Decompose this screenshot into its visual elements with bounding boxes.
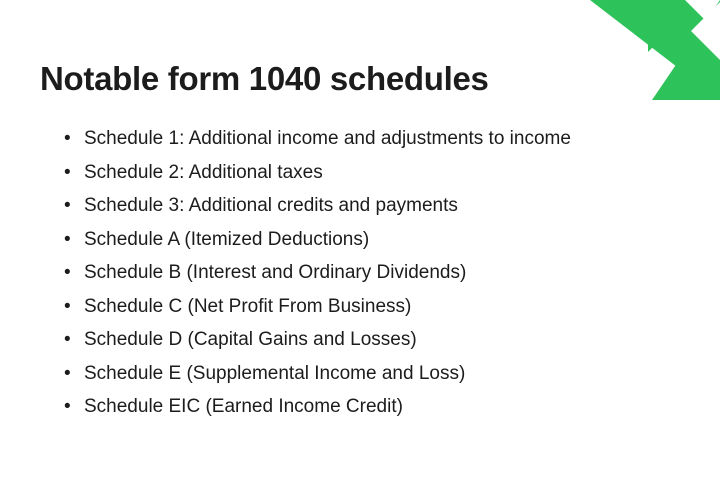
schedules-list [58, 122, 688, 424]
page-title: Notable form 1040 schedules [40, 60, 489, 98]
list-item: • Schedule E (Supplemental Income and Loss) [58, 357, 688, 391]
green-triangles-corner-icon [590, 0, 720, 100]
list-item: • Schedule 2: Additional taxes [58, 156, 688, 190]
list-item: • Schedule D (Capital Gains and Losses) [58, 323, 688, 357]
list-item: • Schedule 3: Additional credits and payments [58, 189, 688, 223]
list-item: • Schedule C (Net Profit From Business) [58, 290, 688, 324]
list-item: • Schedule 1: Additional income and adjustments to income [58, 122, 688, 156]
list-item: • Schedule EIC (Earned Income Credit) [58, 390, 688, 424]
list-item: • Schedule B (Interest and Ordinary Dividends) [58, 256, 688, 290]
list-item: • Schedule A (Itemized Deductions) [58, 223, 688, 257]
